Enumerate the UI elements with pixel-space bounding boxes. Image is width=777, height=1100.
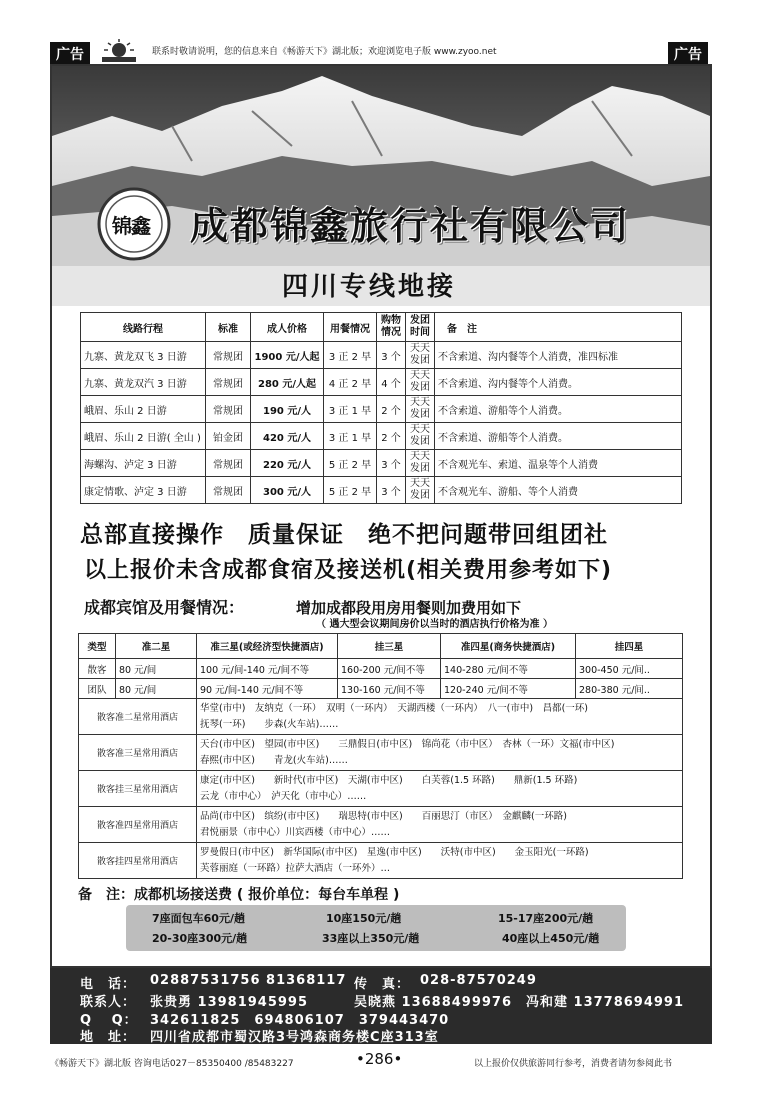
page-number: •286• (356, 1050, 403, 1068)
route-meals: 3 正 1 早 (324, 396, 377, 423)
route-departure: 天天发团 (406, 342, 435, 369)
phone-label: 电 话： (80, 977, 137, 992)
hotel-list-line: 春熙(市中区) 青龙(火车站)…… (200, 754, 348, 766)
route-departure: 天天发团 (406, 477, 435, 504)
th-3star: 挂三星 (338, 634, 441, 659)
route-standard: 常规团 (206, 342, 251, 369)
qq-value: 342611825 694806107 379443470 (150, 1013, 450, 1028)
car-price: 7座面包车60元/趟 (152, 912, 245, 925)
qq-label: Q Q： (80, 1013, 138, 1028)
hotel-list-line: 天台(市中区) 望园(市中区) 三鼎假日(市中区) 锦尚花（市中区） 杏林（一环）文福(市中区) (200, 738, 615, 750)
route-remarks: 不含观光车、游船、等个人消费 (435, 477, 682, 504)
price-cell: 140-280 元/间不等 (441, 659, 576, 679)
route-departure: 天天发团 (406, 450, 435, 477)
car-price: 15-17座200元/趟 (498, 912, 594, 925)
phone-value: 02887531756 81368117 (150, 973, 347, 988)
route-departure: 天天发团 (406, 423, 435, 450)
table-header-row (79, 634, 683, 659)
route-name: 康定情歌、泸定 3 日游 (81, 477, 206, 504)
price-cell: 280-380 元/间.. (576, 679, 683, 699)
table-row (79, 679, 683, 699)
hotel-category: 散客准二星常用酒店 (79, 699, 197, 735)
th-meals: 用餐情况 (324, 313, 377, 342)
th-4star: 挂四星 (576, 634, 683, 659)
th-price: 成人价格 (251, 313, 324, 342)
price-cell: 120-240 元/间不等 (441, 679, 576, 699)
hotel-list-line: 云龙（市中心） 泸天化（市中心）…… (200, 790, 367, 802)
route-shopping: 3 个 (377, 450, 406, 477)
hotel-list-line: 罗曼假日(市中区) 新华国际(市中区) 星逸(市中区) 沃特(市中区) 金玉阳光(一环路) (200, 846, 589, 858)
car-price: 40座以上450元/趟 (502, 932, 600, 945)
hotel-list (197, 699, 683, 735)
fax-label: 传 真： (354, 977, 411, 992)
hotel-list-line: 抚琴(一环) 步森(火车站)…… (200, 718, 339, 730)
route-standard: 常规团 (206, 477, 251, 504)
person-label: 联系人： (80, 995, 137, 1010)
price-cell: 160-200 元/间不等 (338, 659, 441, 679)
hotel-category: 散客准三星常用酒店 (79, 735, 197, 771)
company-subtitle: 四川专线地接 (282, 272, 457, 302)
hotel-category: 散客挂三星常用酒店 (79, 771, 197, 807)
route-shopping: 3 个 (377, 342, 406, 369)
route-remarks: 不含索道、沟内餐等个人消费。 (435, 369, 682, 396)
route-price: 190 元/人 (251, 396, 324, 423)
address-value: 四川省成都市蜀汉路3号鸿森商务楼C座313室 (150, 1030, 439, 1045)
route-remarks: 不含索道、游船等个人消费。 (435, 396, 682, 423)
route-price-table (80, 312, 682, 504)
ad-label-right: 广告 (668, 42, 708, 66)
fax-value: 028-87570249 (420, 973, 537, 988)
route-name: 峨眉、乐山 2 日游 (81, 396, 206, 423)
ad-label-left: 广告 (50, 42, 90, 66)
person-1: 张贵勇 13981945995 (150, 995, 309, 1010)
table-row (81, 423, 682, 450)
hotel-list-line: 康定(市中区) 新时代(市中区) 天湖(市中区) 白芙蓉(1.5 环路) 鼎新(1.5 环路) (200, 774, 578, 786)
th-type: 类型 (79, 634, 116, 659)
table-row (79, 843, 683, 879)
route-shopping: 2 个 (377, 396, 406, 423)
price-cell: 100 元/间-140 元/间不等 (197, 659, 338, 679)
route-meals: 3 正 1 早 (324, 423, 377, 450)
price-cell: 130-160 元/间不等 (338, 679, 441, 699)
th-departure: 发团时间 (406, 313, 435, 342)
route-name: 海螺沟、泸定 3 日游 (81, 450, 206, 477)
th-standard: 标准 (206, 313, 251, 342)
price-cell: 300-450 元/间.. (576, 659, 683, 679)
route-shopping: 2 个 (377, 423, 406, 450)
route-standard: 常规团 (206, 396, 251, 423)
car-price: 10座150元/趟 (326, 912, 402, 925)
route-meals: 5 正 2 早 (324, 477, 377, 504)
route-remarks: 不含观光车、索道、温泉等个人消费 (435, 450, 682, 477)
table-row (81, 396, 682, 423)
th-route: 线路行程 (81, 313, 206, 342)
route-remarks: 不含索道、沟内餐等个人消费，准四标准 (435, 342, 682, 369)
price-cell: 80 元/间 (116, 659, 197, 679)
price-cell: 90 元/间-140 元/间不等 (197, 679, 338, 699)
route-departure: 天天发团 (406, 369, 435, 396)
route-shopping: 3 个 (377, 477, 406, 504)
route-standard: 铂金团 (206, 423, 251, 450)
person-3: 冯和建 13778694991 (526, 995, 685, 1010)
table-row (81, 450, 682, 477)
price-cell: 80 元/间 (116, 679, 197, 699)
route-meals: 5 正 2 早 (324, 450, 377, 477)
route-price: 420 元/人 (251, 423, 324, 450)
table-row (79, 699, 683, 735)
table-header-row (81, 313, 682, 342)
hotel-list-line: 芙蓉丽庭（一环路）拉萨大酒店（一环外）… (200, 862, 391, 874)
route-name: 峨眉、乐山 2 日游( 全山 ) (81, 423, 206, 450)
hotel-list (197, 771, 683, 807)
hotel-list-line: 品尚(市中区) 缤纷(市中区) 瑞思特(市中区) 百丽思汀（市区） 金麒麟(一环路) (200, 810, 567, 822)
price-type: 团队 (79, 679, 116, 699)
hotel-list-line: 华堂(市中) 友纳克（一环） 双明（一环内） 天湖西楼（一环内） 八一(市中) 昌都(一环) (200, 702, 588, 714)
table-row (79, 735, 683, 771)
table-row (79, 771, 683, 807)
th-quasi-2star: 准二星 (116, 634, 197, 659)
transfer-title: 备 注：成都机场接送费 ( 报价单位：每台车单程 ) (78, 887, 400, 903)
hotel-category: 散客准四星常用酒店 (79, 807, 197, 843)
route-standard: 常规团 (206, 369, 251, 396)
table-row (79, 807, 683, 843)
car-price: 20-30座300元/趟 (152, 932, 248, 945)
table-row (81, 369, 682, 396)
route-departure: 天天发团 (406, 396, 435, 423)
car-price: 33座以上350元/趟 (322, 932, 420, 945)
th-shopping: 购物情况 (377, 313, 406, 342)
hotel-list (197, 735, 683, 771)
route-meals: 3 正 2 早 (324, 342, 377, 369)
th-quasi-4star: 准四星(商务快捷酒店) (441, 634, 576, 659)
company-badge-text: 锦鑫 (112, 214, 150, 238)
header-note: 联系时敬请说明，您的信息来自《畅游天下》湖北版；欢迎浏览电子版 www.zyoo.net (152, 47, 497, 57)
route-standard: 常规团 (206, 450, 251, 477)
route-remarks: 不含索道、游船等个人消费。 (435, 423, 682, 450)
route-name: 九寨、黄龙双汽 3 日游 (81, 369, 206, 396)
person-2: 吴晓燕 13688499976 (354, 995, 513, 1010)
table-row (81, 477, 682, 504)
hotel-price-table (78, 633, 683, 879)
price-type: 散客 (79, 659, 116, 679)
hotel-section-note: （ 遇大型会议期间房价以当时的酒店执行价格为准 ） (316, 619, 553, 630)
slogan-price-note: 以上报价未含成都食宿及接送机(相关费用参考如下) (84, 558, 613, 583)
contact-block (50, 968, 712, 1044)
transfer-price-box (126, 905, 626, 951)
hotel-section-title: 成都宾馆及用餐情况： (84, 598, 245, 617)
hotel-list-line: 君悦丽景（市中心）川宾西楼（市中心）…… (200, 826, 391, 838)
route-price: 1900 元/人起 (251, 342, 324, 369)
table-row (81, 342, 682, 369)
slogan-quality: 总部直接操作 质量保证 绝不把问题带回组团社 (80, 522, 608, 548)
company-name: 成都锦鑫旅行社有限公司 (190, 204, 631, 248)
footer-left: 《畅游天下》湖北版 咨询电话027－85350400 /85483227 (50, 1059, 294, 1069)
table-row (79, 659, 683, 679)
th-quasi-3star: 准三星(或经济型快捷酒店) (197, 634, 338, 659)
route-price: 280 元/人起 (251, 369, 324, 396)
route-shopping: 4 个 (377, 369, 406, 396)
route-name: 九寨、黄龙双飞 3 日游 (81, 342, 206, 369)
hotel-category: 散客挂四星常用酒店 (79, 843, 197, 879)
address-label: 地 址： (80, 1030, 137, 1045)
hotel-list (197, 843, 683, 879)
th-remarks: 备 注 (435, 313, 682, 342)
route-price: 220 元/人 (251, 450, 324, 477)
route-price: 300 元/人 (251, 477, 324, 504)
hotel-list (197, 807, 683, 843)
hotel-section-subtitle: 增加成都段用房用餐则加费用如下 (296, 599, 522, 617)
route-meals: 4 正 2 早 (324, 369, 377, 396)
publisher-logo-icon (98, 38, 140, 64)
footer-right: 以上报价仅供旅游同行参考，消费者请勿参阅此书 (474, 1059, 673, 1069)
